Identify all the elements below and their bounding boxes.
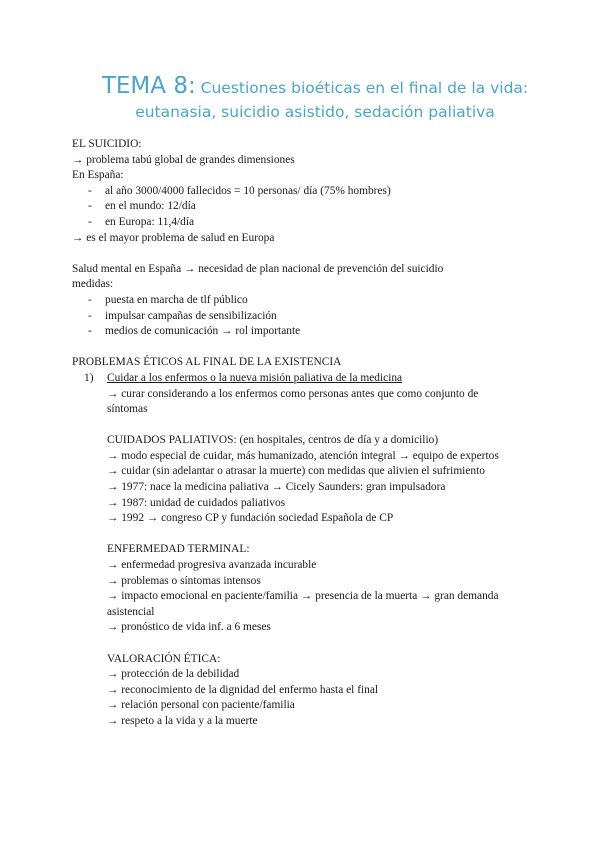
text-line: → curar considerando a los enfermos como personas antes que como conjunto de: [107, 387, 479, 400]
list-item-text: impulsar campañas de sensibilización: [105, 309, 277, 322]
text-line: → problema tabú global de grandes dimensiones: [72, 153, 295, 166]
title-line-1: Cuestiones bioéticas en el final de la vida:: [200, 79, 529, 97]
title-prefix: TEMA 8:: [101, 73, 196, 99]
list-item-text: al año 3000/4000 fallecidos = 10 personas/ día (75% hombres): [105, 184, 391, 197]
list-item: - al año 3000/4000 fallecidos = 10 personas/ día (75% hombres): [72, 184, 540, 200]
list-item-text: puesta en marcha de tlf público: [105, 293, 248, 306]
text-line: → pronóstico de vida inf. a 6 meses: [107, 621, 271, 634]
section-heading-enfermedad: ENFERMEDAD TERMINAL:: [107, 543, 250, 556]
list-item: - en el mundo: 12/día: [72, 199, 540, 215]
list-item-text: en Europa: 11,4/día: [105, 215, 195, 228]
text-line: → cuidar (sin adelantar o atrasar la muerte) con medidas que alivien el sufrimiento: [107, 465, 485, 478]
section-heading-problemas: PROBLEMAS ÉTICOS AL FINAL DE LA EXISTENCIA: [72, 356, 342, 369]
title-line-2: eutanasia, suicidio asistido, sedación paliativa: [135, 103, 495, 121]
text-line: → respeto a la vida y a la muerte: [107, 714, 258, 727]
list-item: - medios de comunicación → rol importante: [72, 324, 540, 340]
numbered-item: [72, 371, 540, 387]
item-title: Cuidar a los enfermos o la nueva misión paliativa de la medicina: [107, 371, 403, 384]
document-body: [72, 137, 540, 730]
text-line: Salud mental en España → necesidad de plan nacional de prevención del suicidio: [72, 262, 444, 275]
text-line: → 1987: unidad de cuidados paliativos: [107, 496, 286, 509]
list-item-text: en el mundo: 12/día: [105, 200, 196, 213]
text-line: → impacto emocional en paciente/familia → presencia de la muerta → gran demanda: [107, 590, 499, 603]
text-line: → es el mayor problema de salud en Europa: [72, 231, 275, 244]
section-heading-suicidio: EL SUICIDIO:: [72, 138, 142, 150]
text-line: → relación personal con paciente/familia: [107, 699, 295, 712]
text-line: → protección de la debilidad: [107, 668, 240, 681]
text-line: síntomas: [107, 403, 148, 416]
list-item: - impulsar campañas de sensibilización: [72, 309, 540, 325]
text-line: → enfermedad progresiva avanzada incurable: [107, 559, 317, 572]
text-line: → 1977: nace la medicina paliativa → Cicely Saunders: gran impulsadora: [107, 481, 446, 494]
list-item: - puesta en marcha de tlf público: [72, 293, 540, 309]
section-heading-cuidados: CUIDADOS PALIATIVOS: (en hospitales, centros de día y a domicilio): [107, 434, 439, 447]
text-line: → reconocimiento de la dignidad del enfermo hasta el final: [107, 683, 379, 696]
text-line: asistencial: [107, 605, 155, 618]
section-heading-valoracion: VALORACIÓN ÉTICA:: [107, 652, 221, 665]
text-line: → 1992 → congreso CP y fundación sociedad Española de CP: [107, 512, 394, 525]
text-line: medidas:: [72, 278, 114, 291]
list-item-text: medios de comunicación → rol importante: [105, 325, 301, 338]
list-item: - en Europa: 11,4/día: [72, 215, 540, 231]
text-line: En España:: [72, 169, 124, 182]
item-number: 1): [84, 371, 94, 384]
page-title: [60, 74, 570, 124]
text-line: → modo especial de cuidar, más humanizado, atención integral → equipo de expertos: [107, 449, 499, 462]
text-line: → problemas o síntomas intensos: [107, 574, 261, 587]
